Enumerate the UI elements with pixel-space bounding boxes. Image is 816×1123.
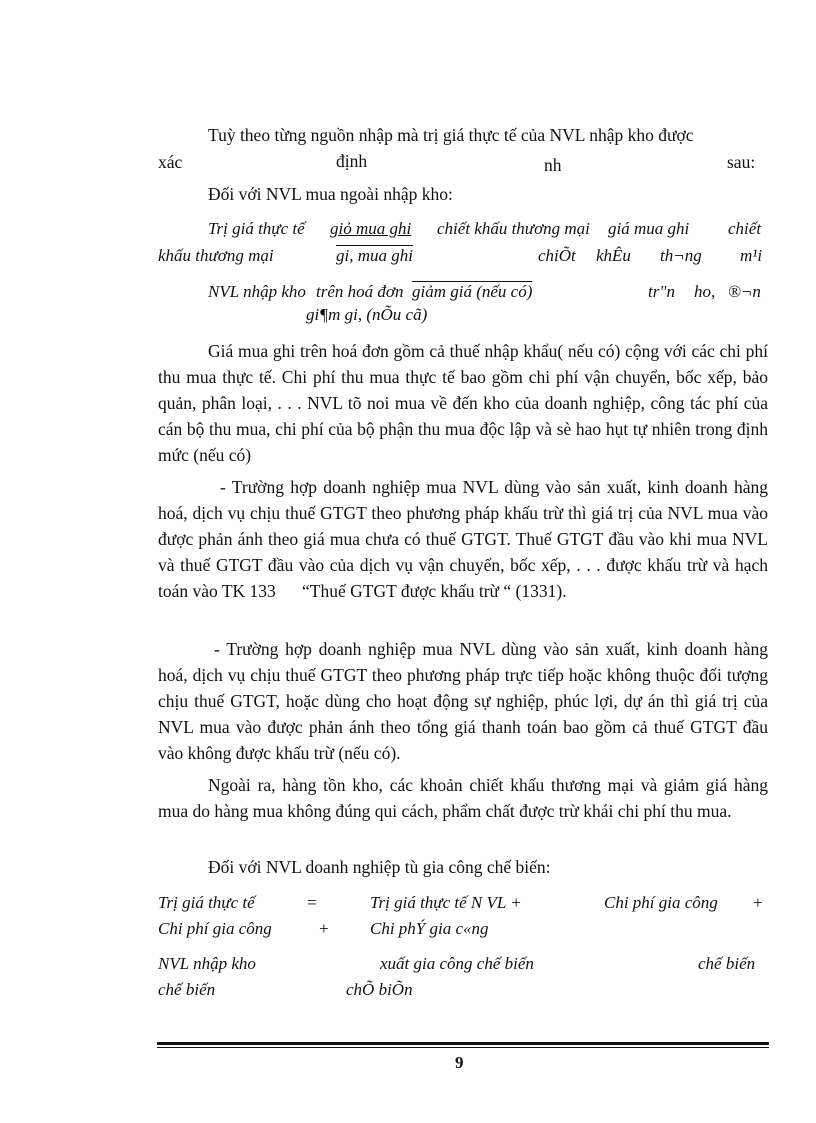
formula-text: trên hoá đơn <box>316 282 404 301</box>
formula-operator: + <box>318 919 330 938</box>
section-heading: Đối với NVL doanh nghiệp tù gia công chế biến: <box>208 857 551 877</box>
formula-text: chế biến <box>698 954 756 973</box>
formula-text: Chi phÝ gia c«ng <box>370 919 489 938</box>
formula-text: Trị giá thực tế N VL + <box>370 893 522 912</box>
formula-text: giá mua ghi <box>608 219 690 238</box>
formula-text: Chi phí gia công <box>158 919 272 938</box>
formula-text: gi, mua ghi <box>336 246 413 265</box>
intro-word: nh <box>544 155 562 175</box>
formula-text: gi¶m gi, (nÕu cã) <box>306 305 428 324</box>
formula-text: ®¬n <box>728 282 761 301</box>
intro-word: định <box>336 151 368 171</box>
intro-line: Tuỳ theo từng nguồn nhập mà trị giá thực tế của NVL nhập kho được <box>208 125 694 145</box>
formula-text: NVL nhập kho <box>158 954 256 973</box>
formula-text: Trị giá thực tế <box>158 893 255 912</box>
formula-text: NVL nhập kho <box>208 282 306 301</box>
formula-text: ho, <box>694 282 716 301</box>
formula-text: tr"n <box>648 282 675 301</box>
section-heading: Đối với NVL mua ngoài nhập kho: <box>208 184 453 204</box>
formula-text: chiết khấu thương mại <box>437 219 590 238</box>
paragraph: - Trường hợp doanh nghiệp mua NVL dùng vào sản xuất, kinh doanh hàng hoá, dịch vụ chịu thuế GTGT theo phương pháp trực tiếp hoặc không thuộc đối tượng chịu thuế GTGT, hoặc dùng cho hoạt động sự nghiệp, phúc lợi, dự án thì giá trị của NVL mua vào được phản ánh theo tổng giá thanh toán bao gồm cả thuế GTGT đầu vào không được khấu trừ (nếu có). <box>158 639 768 763</box>
formula-operator: = <box>306 893 318 912</box>
formula-text: khấu thương mại <box>158 246 274 265</box>
intro-word: sau: <box>727 152 756 172</box>
paragraph: Giá mua ghi trên hoá đơn gồm cả thuế nhập khẩu( nếu có) cộng với các chi phí thu mua thực tế. Chi phí thu mua thực tế bao gồm chi phí vận chuyển, bốc xếp, bảo quản, phân loại, . . . NVL tõ noi mua về đến kho của doanh nghiệp, công tác phí của cán bộ thu mua, chi phí của bộ phận thu mua độc lập và sè hao hụt tự nhiên trong định mức (nếu có) <box>158 341 768 465</box>
footer-rule <box>157 1042 769 1045</box>
intro-word: xác <box>158 152 183 172</box>
formula-text: xuất gia công chế biến <box>380 954 534 973</box>
formula-text: Chi phí gia công <box>604 893 718 912</box>
page-number: 9 <box>455 1053 464 1072</box>
formula-text: khÊu <box>596 246 631 265</box>
formula-text: chế biến <box>158 980 216 999</box>
paragraph: Ngoài ra, hàng tồn kho, các khoản chiết khấu thương mại và giảm giá hàng mua do hàng mua không đúng qui cách, phẩm chất được trừ khái chi phí thu mua. <box>158 775 768 821</box>
formula-text: Trị giá thực tế <box>208 219 305 238</box>
formula-operator: + <box>752 893 764 912</box>
formula-text: chiết <box>728 219 762 238</box>
footer-rule-thin <box>157 1047 769 1048</box>
formula-text: giảm giá (nếu có) <box>412 282 533 301</box>
formula-text: th¬ng <box>660 246 702 265</box>
formula-text: chiÕt <box>538 246 576 265</box>
paragraph: - Trường hợp doanh nghiệp mua NVL dùng vào sản xuất, kinh doanh hàng hoá, dịch vụ chịu thuế GTGT theo phương pháp khấu trừ thì giá trị của NVL mua vào được phản ánh theo giá mua chưa có thuế GTGT. Thuế GTGT đầu vào khi mua NVL và thuế GTGT đầu vào của dịch vụ vận chuyển, bốc xếp, . . . được khấu trừ và hạch toán vào TK 133 “Thuế GTGT được khấu trừ “ (1331). <box>158 477 768 601</box>
formula-text: chÕ biÕn <box>346 980 413 999</box>
formula-text: giỏ mua ghi <box>330 219 412 238</box>
formula-text: m¹i <box>740 246 763 265</box>
